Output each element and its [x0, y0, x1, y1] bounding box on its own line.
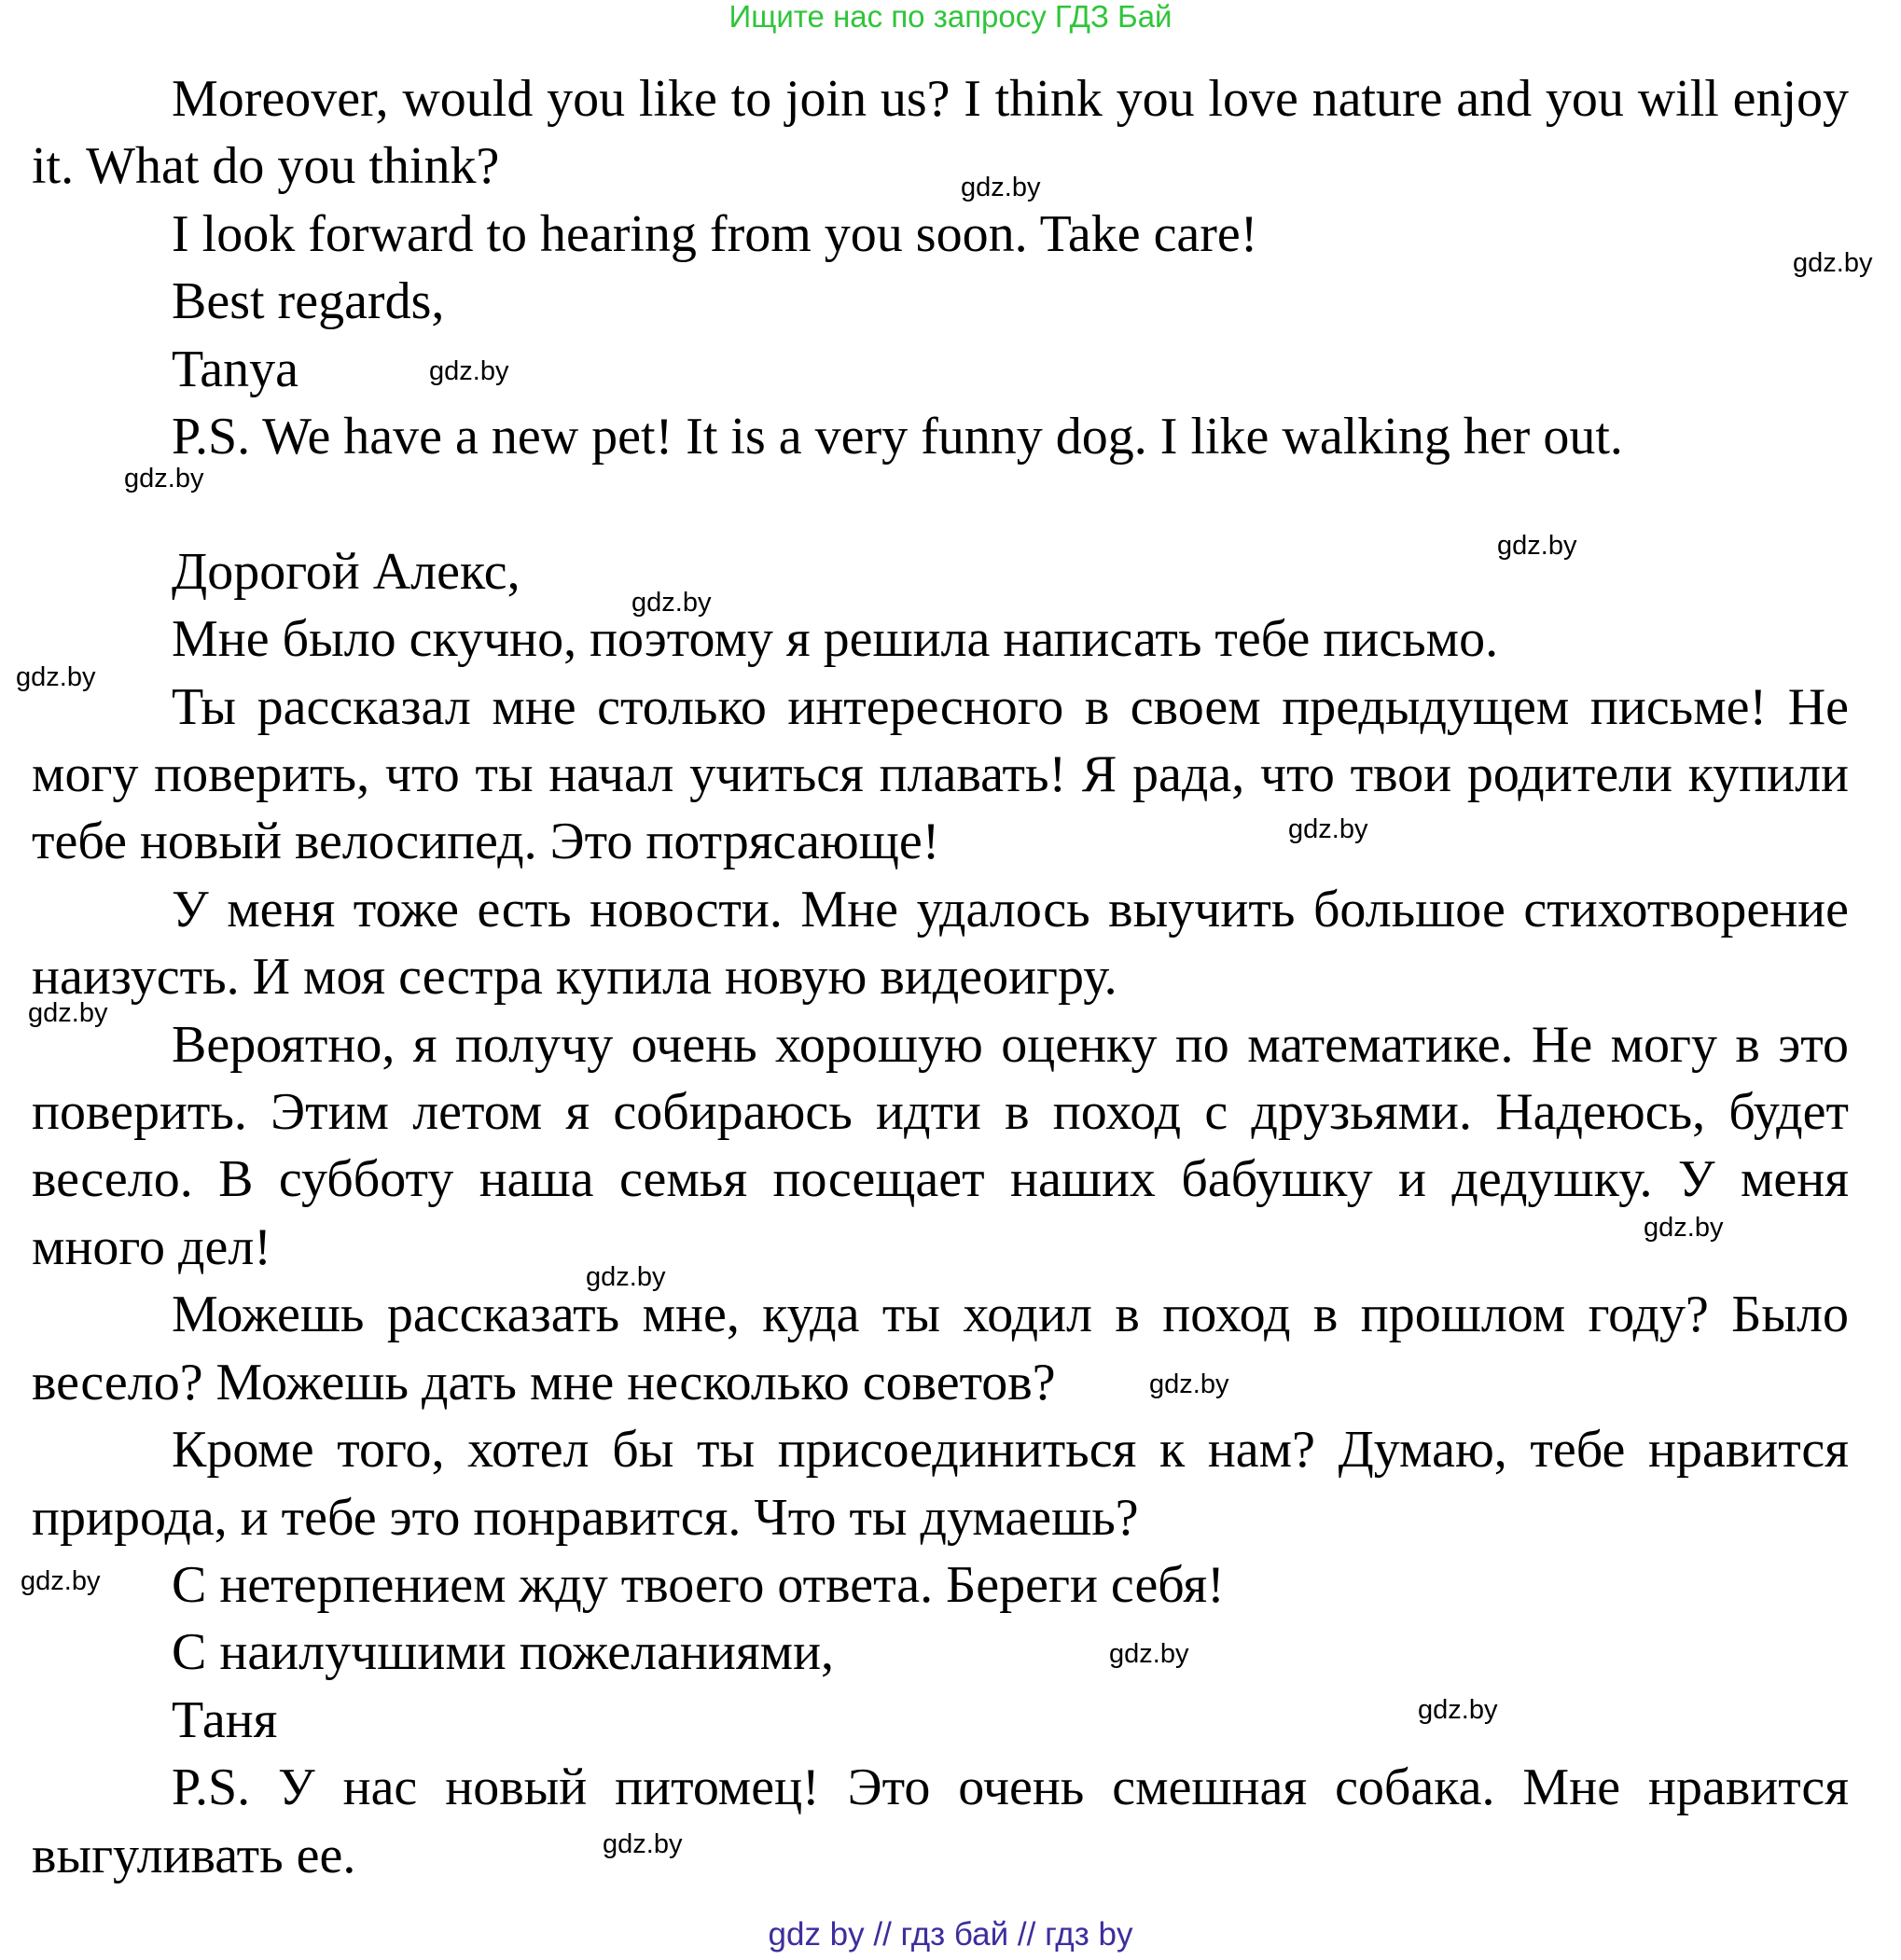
russian-paragraph: У меня тоже есть новости. Мне удалось выучить большое стихотворение наизусть. И моя сестра купила новую видеоигру.	[32, 880, 1849, 1007]
watermark: gdz.by	[603, 1829, 683, 1859]
watermark: gdz.by	[16, 662, 96, 692]
russian-signature: Таня	[172, 1690, 278, 1749]
english-closing-line: I look forward to hearing from you soon. Take care!	[172, 204, 1258, 263]
russian-paragraph: Мне было скучно, поэтому я решила написать тебе письмо.	[172, 610, 1499, 669]
russian-paragraph: Можешь рассказать мне, куда ты ходил в поход в прошлом году? Было весело? Можешь дать мне несколько советов?	[32, 1286, 1849, 1411]
english-regards: Best regards,	[172, 272, 445, 331]
watermark: gdz.by	[961, 173, 1041, 202]
russian-paragraph: Кроме того, хотел бы ты присоединиться к нам? Думаю, тебе нравится природа, и тебе это понравится. Что ты думаешь?	[32, 1421, 1849, 1547]
watermark: gdz.by	[586, 1262, 666, 1292]
watermark: gdz.by	[1793, 248, 1873, 278]
russian-regards: С наилучшими пожеланиями,	[172, 1623, 835, 1682]
watermark: gdz.by	[1644, 1213, 1724, 1243]
watermark: gdz.by	[21, 1566, 101, 1596]
watermark: gdz.by	[1149, 1369, 1229, 1399]
russian-paragraph: Ты рассказал мне столько интересного в своем предыдущем письме! Не могу поверить, что ты начал учиться плавать! Я рада, что твои родители купили тебе новый велосипед. Это потрясающе!	[32, 677, 1849, 871]
watermark: gdz.by	[124, 464, 204, 493]
english-signature: Tanya	[172, 340, 299, 398]
search-hint-banner: Ищите нас по запросу ГДЗ Бай	[728, 0, 1173, 34]
letter-text	[32, 65, 1849, 1889]
russian-paragraph: Вероятно, я получу очень хорошую оценку по математике. Не могу в это поверить. Этим летом я собираюсь идти в поход с друзьями. Надеюсь, будет весело. В субботу наша семья посещает наших бабушку и дедушку. У меня много дел!	[32, 1015, 1849, 1276]
watermark: gdz.by	[1418, 1695, 1498, 1725]
russian-postscript: P.S. У нас новый питомец! Это очень смешная собака. Мне нравится выгуливать ее.	[32, 1758, 1849, 1884]
watermark: gdz.by	[429, 356, 509, 386]
site-footer: gdz by // гдз бай // гдз by	[768, 1916, 1133, 1953]
watermark: gdz.by	[631, 588, 712, 618]
russian-closing-line: С нетерпением жду твоего ответа. Береги себя!	[172, 1555, 1225, 1614]
russian-greeting: Дорогой Алекс,	[172, 542, 520, 601]
watermark: gdz.by	[1497, 531, 1577, 561]
watermark: gdz.by	[28, 998, 108, 1028]
english-postscript: P.S. We have a new pet! It is a very funny dog. I like walking her out.	[172, 408, 1623, 466]
watermark: gdz.by	[1288, 814, 1368, 844]
english-paragraph: Moreover, would you like to join us? I think you love nature and you will enjoy it. What do you think?	[32, 70, 1849, 196]
watermark: gdz.by	[1109, 1639, 1189, 1669]
section-gap	[32, 470, 1849, 537]
